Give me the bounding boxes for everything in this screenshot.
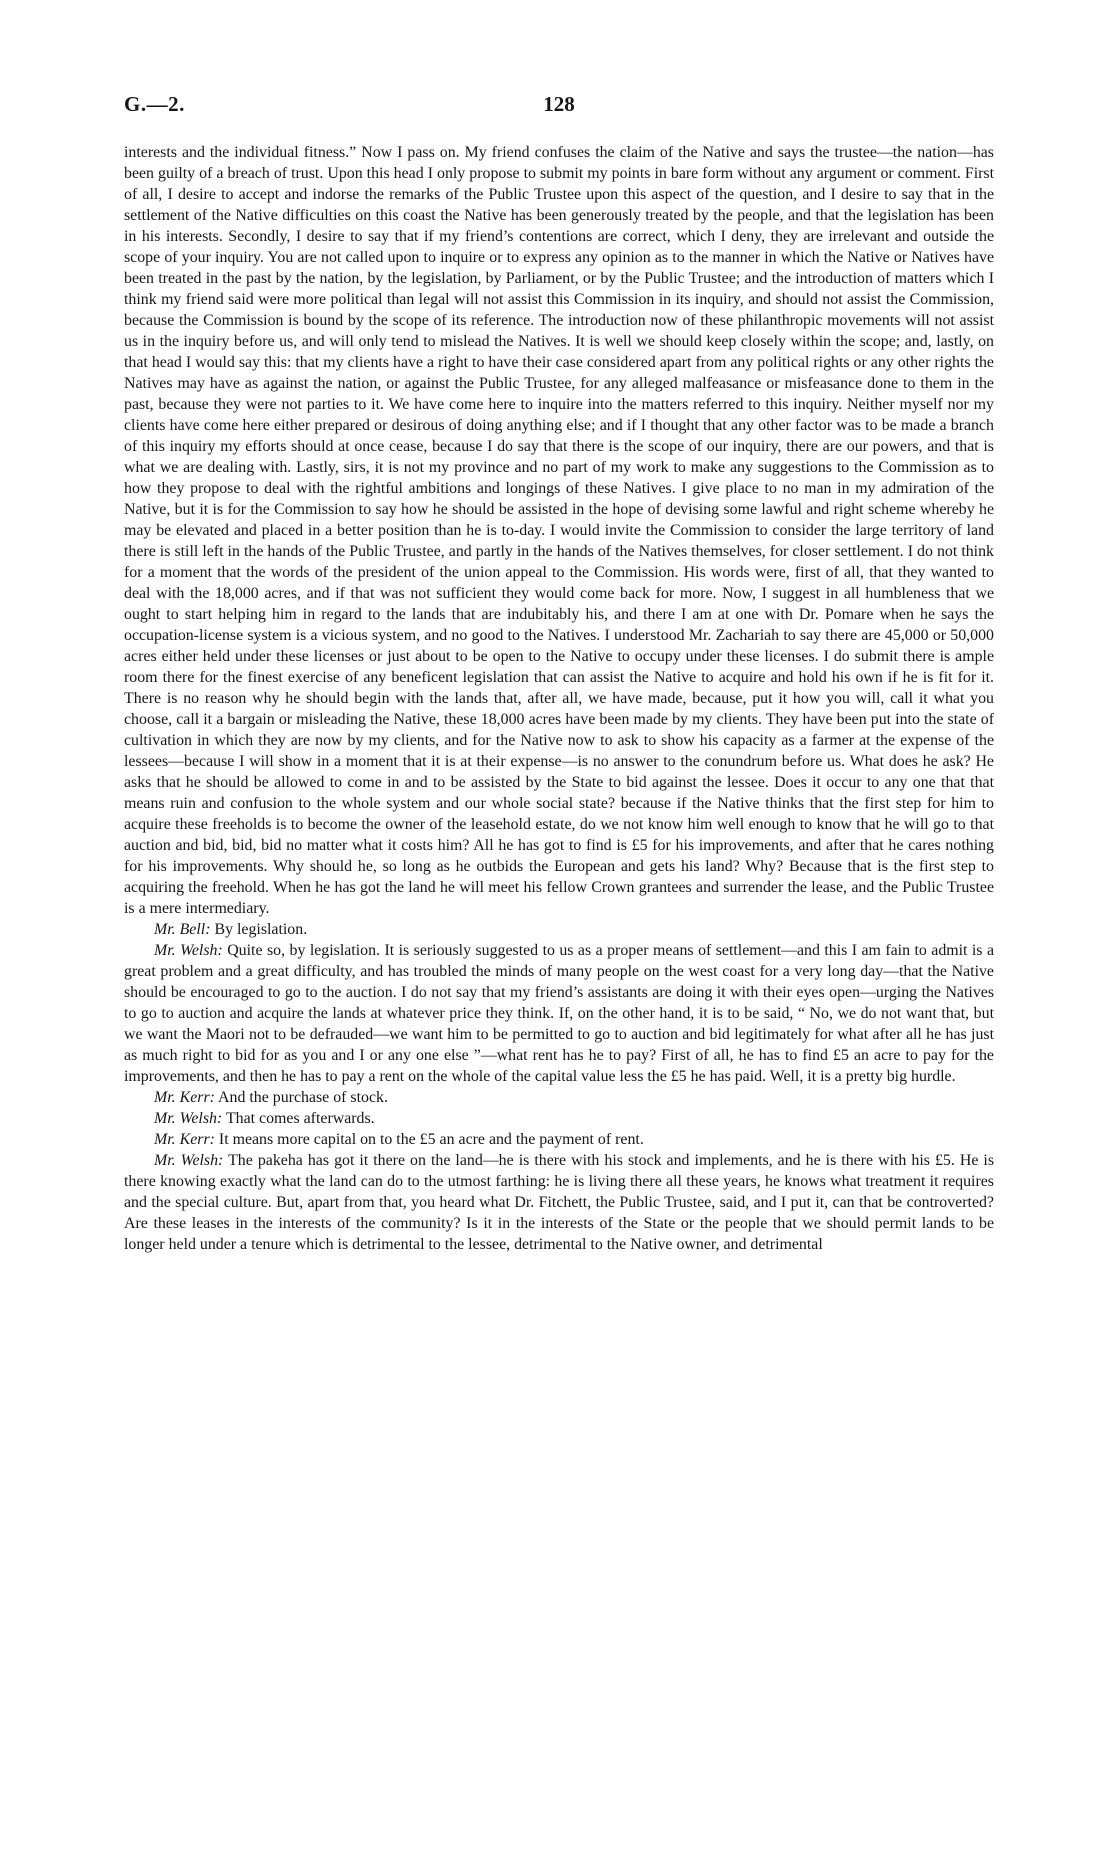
paragraph-text: The pakeha has got it there on the land—he is there with his stock and implements, and he is there with his £5. He is there knowing exactly what the land can do to the utmost farthing: he is living there all these years, he knows what treatment it requires and the special culture. But, apart from that, you heard what Dr. Fitchett, the Public Trustee, said, and I put it, can that be controverted? Are these leases in the interests of the community? Is it in the interests of the State or the people that we should permit lands to be longer held under a tenure which is detrimental to the lessee, detrimental to the Native owner, and detrimental <box>124 1152 995 1253</box>
speaker-name: Mr. Kerr: <box>154 1131 215 1148</box>
page-number: 128 <box>543 92 575 116</box>
paragraph-text: Quite so, by legislation. It is seriously suggested to us as a proper means of settlement—and this I am fain to admit is a great problem and a great difficulty, and has troubled the minds of many people on the west coast for a very long day—that the Native should be encouraged to go to the auction. I do not say that my friend’s assistants are doing it with their eyes open—urging the Natives to go to auction and acquire the lands at whatever price they think. If, on the other hand, it is to be said, “ No, we do not want that, but we want the Maori not to be defrauded—we want him to be permitted to go to auction and bid legitimately for what after all he has just as much right to bid for as you and I or any one else ”—what rent has he to pay? First of all, he has to find £5 an acre to pay for the improvements, and then he has to pay a rent on the whole of the capital value less the £5 he has paid. Well, it is a pretty big hurdle. <box>124 942 994 1085</box>
paragraph-text: It means more capital on to the £5 an acre and the payment of rent. <box>218 1131 644 1148</box>
dialogue-line <box>124 1129 994 1150</box>
paragraph-text: And the purchase of stock. <box>218 1089 388 1106</box>
paragraph <box>124 142 994 919</box>
paragraph-text: That comes afterwards. <box>225 1110 375 1127</box>
speaker-name: Mr. Welsh: <box>154 942 223 959</box>
speaker-name: Mr. Bell: <box>154 921 211 938</box>
speaker-name: Mr. Kerr: <box>154 1089 215 1106</box>
dialogue-line <box>124 940 994 1087</box>
speaker-name: Mr. Welsh: <box>154 1110 223 1127</box>
page-header <box>124 92 994 124</box>
dialogue-line <box>124 919 994 940</box>
document-body <box>124 142 994 1255</box>
dialogue-line <box>124 1150 994 1255</box>
speaker-name: Mr. Welsh: <box>154 1152 224 1169</box>
paragraph-text: By legislation. <box>214 921 308 938</box>
paragraph-text: interests and the individual fitness.” Now I pass on. My friend confuses the claim of the Native and says the trustee—the nation—has been guilty of a breach of trust. Upon this head I only propose to submit my points in bare form without any argument or comment. First of all, I desire to accept and indorse the remarks of the Public Trustee upon this aspect of the question, and I desire to say that in the settlement of the Native difficulties on this coast the Native has been generously treated by the people, and that the legislation has been in his interests. Secondly, I desire to say that if my friend’s contentions are correct, which I deny, they are irrelevant and outside the scope of your inquiry. You are not called upon to inquire or to express any opinion as to the manner in which the Native or Natives have been treated in the past by the nation, by the legislation, by Parliament, or by the Public Trustee; and the introduction of matters which I think my friend said were more political than legal will not assist this Commission in its inquiry, and should not assist the Commission, because the Commission is bound by the scope of its reference. The introduction now of these philanthropic movements will not assist us in the inquiry before us, and will only tend to mislead the Natives. It is well we should keep closely within the scope; and, lastly, on that head I would say this: that my clients have a right to have their case considered apart from any political rights or any other rights the Natives may have as against the nation, or against the Public Trustee, for any alleged malfeasance or misfeasance done to them in the past, because they were not parties to it. We have come here to inquire into the matters referred to this inquiry. Neither myself nor my clients have come here either prepared or desirous of doing anything else; and if I thought that any other factor was to be made a branch of this inquiry my efforts should at once cease, because I do say that there is the scope of our inquiry, there are our powers, and that is what we are dealing with. Lastly, sirs, it is not my province and no part of my work to make any suggestions to the Commission as to how they propose to deal with the rightful ambitions and longings of these Natives. I give place to no man in my admiration of the Native, but it is for the Commission to say how he should be assisted in the hope of devising some lawful and right scheme whereby he may be elevated and placed in a better position than he is to-day. I would invite the Commission to consider the large territory of land there is still left in the hands of the Public Trustee, and partly in the hands of the Natives themselves, for closer settlement. I do not think for a moment that the words of the president of the union appeal to the Commission. His words were, first of all, that they wanted to deal with the 18,000 acres, and if that was not sufficient they would come back for more. Now, I suggest in all humbleness that we ought to start helping him in regard to the lands that are indubitably his, and there I am at one with Dr. Pomare when he says the occupation-license system is a vicious system, and no good to the Natives. I understood Mr. Zachariah to say there are 45,000 or 50,000 acres either held under these licenses or just about to be open to the Native to occupy under these licenses. I do submit there is ample room there for the finest exercise of any beneficent legislation that can assist the Native to acquire and hold his own if he is fit for it. There is no reason why he should begin with the lands that, after all, we have made, because, put it how you will, call it what you choose, call it a bargain or misleading the Native, these 18,000 acres have been made by my clients. They have been put into the state of cultivation in which they are now by my clients, and for the Native now to ask to show his capacity as a farmer at the expense of the lessees—because I will show in a moment that it is at their expense—is no answer to the conundrum before us. What does he ask? He asks that he should be allowed to come in and to be assisted by the State to bid against the lessee. Does it occur to any one that that means ruin and confusion to the whole system and our whole social state? because if the Native thinks that the first step for him to acquire these freeholds is to become the owner of the leasehold estate, do we not know him well enough to know that he will go to that auction and bid, bid, bid no matter what it costs him? All he has got to find is £5 for his improvements, and after that he cares nothing for his improvements. Why should he, so long as he outbids the European and gets his land? Why? Because that is the first step to acquiring the freehold. When he has got the land he will meet his fellow Crown grantees and surrender the lease, and the Public Trustee is a mere intermediary. <box>124 144 994 917</box>
dialogue-line <box>124 1087 994 1108</box>
document-reference: G.—2. <box>124 92 185 116</box>
dialogue-line <box>124 1108 994 1129</box>
